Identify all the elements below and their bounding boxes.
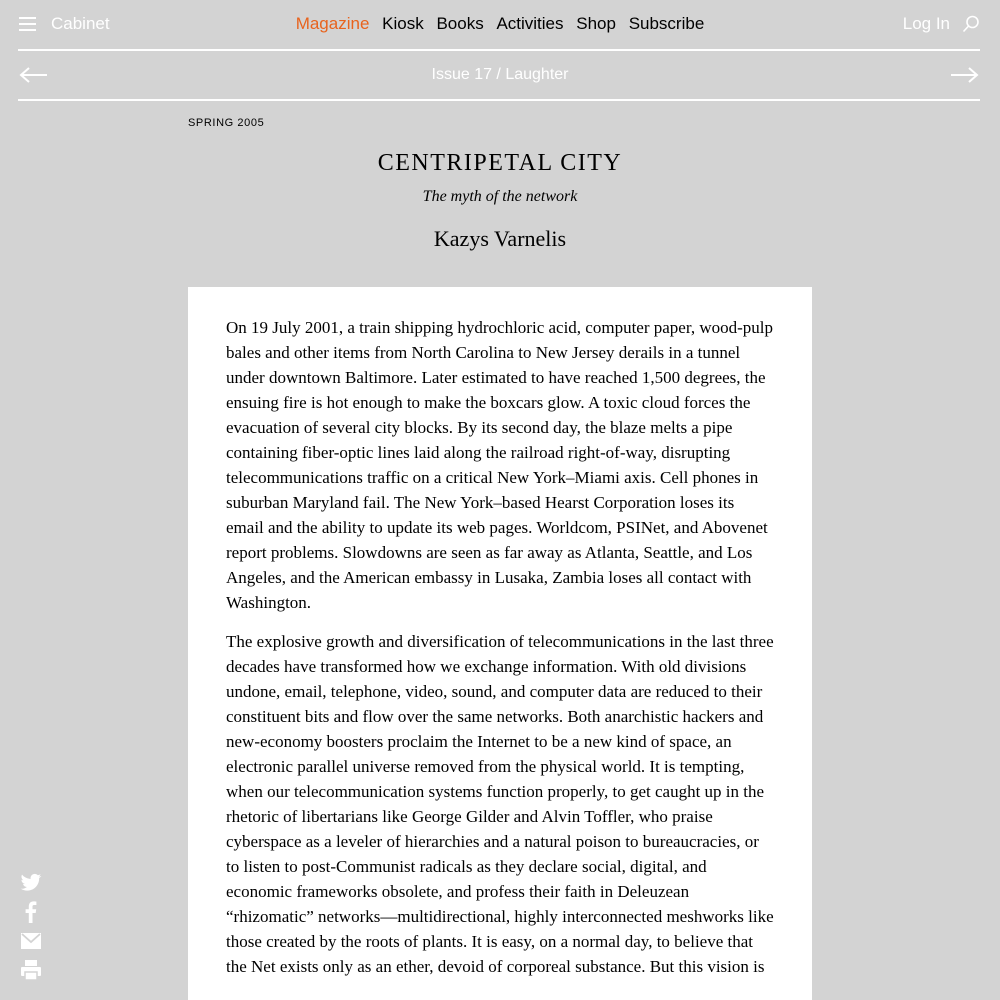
article-paragraph: The explosive growth and diversification of telecommunications in the last three decades have transformed how we exchange information. With old divisions undone, email, telephone, video, sound, and computer data are reduced to their constituent bits and flow over the same networks. Both anarchistic hackers and new-economy boosters proclaim the Internet to be a new kind of space, an electronic parallel universe removed from the physical world. It is tempting, when our telecommunication systems function properly, to get caught up in the rhetoric of libertarians like George Gilder and Alvin Toffler, who praise cyberspace as a leveler of hierarchies and a natural poison to bureaucracies, or to listen to post-Communist radicals as they declare social, digital, and economic frameworks obsolete, and profess their faith in Deleuzean “rhizomatic” networks—multidirectional, highly interconnected meshworks like those created by the roots of plants. It is easy, on a normal day, to believe that the Net exists only as an ether, devoid of corporeal substance. But this vision is xyxy=(226,632,774,976)
email-icon[interactable] xyxy=(20,932,42,952)
article-paragraph: On 19 July 2001, a train shipping hydrochloric acid, computer paper, wood-pulp bales and other items from North Carolina to New Jersey derails in a tunnel under downtown Baltimore. Later estimated to have reached 1,500 degrees, the ensuing fire is hot enough to make the boxcars glow. A toxic cloud forces the evacuation of several city blocks. By its second day, the blaze melts a pipe containing fiber-optic lines laid along the railroad right-of-way, disrupting telecommunications traffic on a critical New York–Miami axis. Cell phones in suburban Maryland fail. The New York–based Hearst Corporation loses its email and the ability to update its web pages. Worldcom, PSINet, and Abovenet report problems. Slowdowns are seen as far away as Atlanta, Seattle, and Los Angeles, and the American embassy in Lusaka, Zambia loses all contact with Washington. xyxy=(226,318,773,612)
nav-subscribe[interactable]: Subscribe xyxy=(628,14,705,33)
article-subtitle: The myth of the network xyxy=(422,188,578,205)
next-arrow-icon[interactable] xyxy=(950,66,980,84)
nav-shop[interactable]: Shop xyxy=(576,14,616,33)
login-link[interactable]: Log In xyxy=(902,14,950,33)
search-icon[interactable] xyxy=(962,15,980,33)
article-title: CENTRIPETAL CITY xyxy=(377,150,623,176)
nav-magazine[interactable]: Magazine xyxy=(295,14,370,33)
main-nav xyxy=(0,14,1000,34)
top-navigation-bar xyxy=(0,0,1000,50)
issue-divider xyxy=(18,99,980,101)
article-author[interactable]: Kazys Varnelis xyxy=(433,226,567,251)
issue-title[interactable]: Issue 17 / Laughter xyxy=(431,66,569,83)
issue-bar xyxy=(0,51,1000,100)
nav-books[interactable]: Books xyxy=(436,14,484,33)
facebook-icon[interactable] xyxy=(20,901,42,921)
print-icon[interactable] xyxy=(20,959,42,979)
article-body xyxy=(188,287,812,1000)
twitter-icon[interactable] xyxy=(20,873,42,893)
site-brand[interactable]: Cabinet xyxy=(51,14,110,33)
nav-activities[interactable]: Activities xyxy=(496,14,564,33)
season-label: SPRING 2005 xyxy=(188,117,265,129)
nav-kiosk[interactable]: Kiosk xyxy=(382,14,424,33)
